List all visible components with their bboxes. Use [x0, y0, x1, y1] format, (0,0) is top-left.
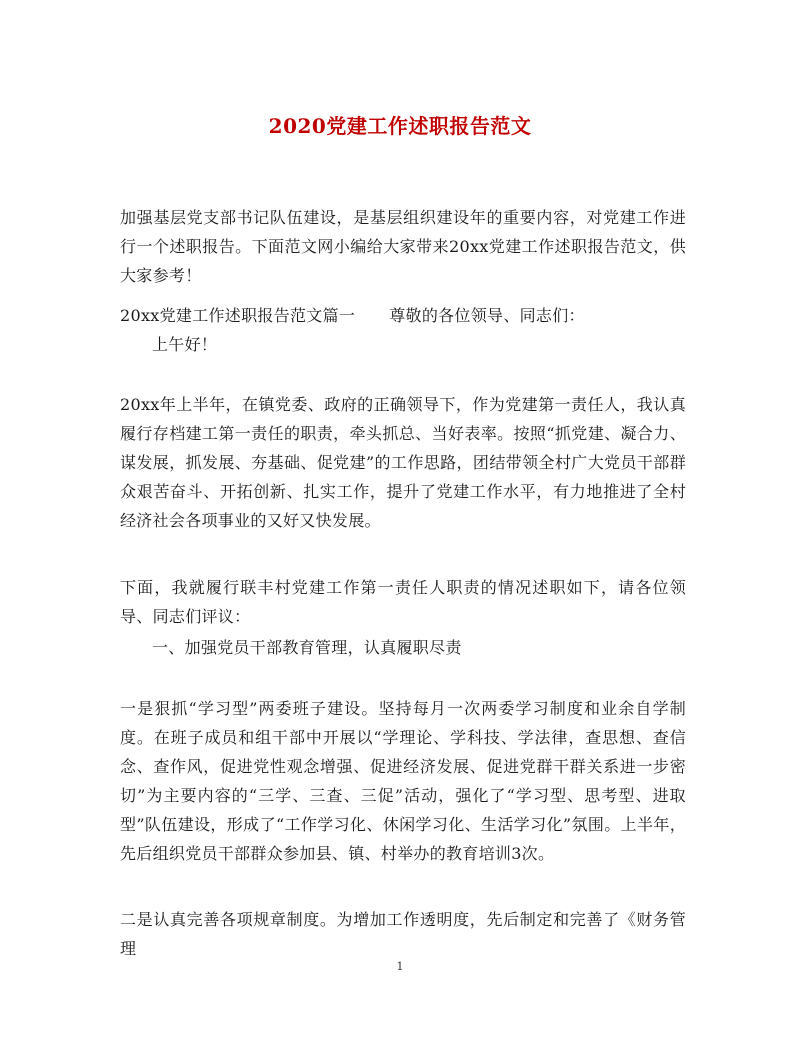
salutation: 尊敬的各位领导、同志们：	[389, 306, 585, 325]
body-paragraph-1: 20xx年上半年，在镇党委、政府的正确领导下，作为党建第一责任人，我认真履行存档建工第一责任的职责，牵头抓总、当好表率。按照“抓党建、凝合力、谋发展，抓发展、夯基础、促党建”的工作思路，团结带领全村广大党员干部群众艰苦奋斗、开拓创新、扎实工作，提升了党建工作水平，有力地推进了全村经济社会各项事业的又好又快发展。	[120, 395, 686, 530]
greeting: 上午好！	[152, 335, 218, 354]
section-heading-line	[120, 301, 686, 330]
body-paragraph-4: 二是认真完善各项规章制度。为增加工作透明度，先后制定和完善了《财务管理	[120, 910, 686, 958]
document-title: 2020党建工作述职报告范文	[268, 114, 532, 138]
body-paragraph-2: 下面，我就履行联丰村党建工作第一责任人职责的情况述职如下，请各位领导、同志们评议：	[120, 578, 686, 626]
heading-1: 一、加强党员干部教育管理，认真履职尽责	[152, 638, 462, 657]
page-number: 1	[396, 960, 404, 973]
body-paragraph-3: 一是狠抓“学习型”两委班子建设。坚持每月一次两委学习制度和业余自学制度。在班子成员和组干部中开展以“学理论、学科技、学法律，查思想、查信念、查作风，促进党性观念增强、促进经济发展、促进党群干群关系进一步密切”为主要内容的“三学、三查、三促”活动，强化了“学习型、思考型、进取型”队伍建设，形成了“工作学习化、休闲学习化、生活学习化”氛围。上半年，先后组织党员干部群众参加县、镇、村举办的教育培训3次。	[120, 699, 686, 863]
section-heading: 20xx党建工作述职报告范文篇一	[120, 306, 356, 325]
intro-paragraph: 加强基层党支部书记队伍建设，是基层组织建设年的重要内容，对党建工作进行一个述职报告。下面范文网小编给大家带来20xx党建工作述职报告范文，供大家参考！	[120, 208, 686, 285]
